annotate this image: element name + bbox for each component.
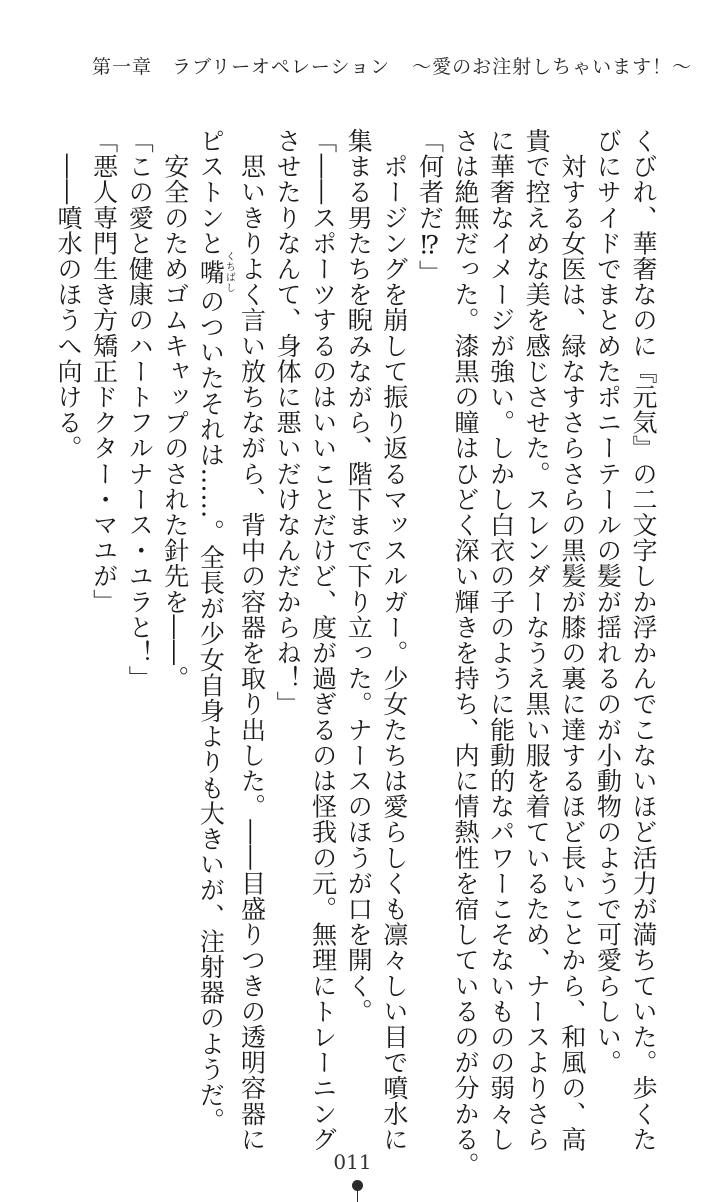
ruby-reading: くちばし (223, 251, 235, 294)
text-line: 対する女医は、緑なすさらさらの黒髪が膝の裏に達するほど長いことから、和風の、高 (557, 128, 587, 1152)
text-line: ポージングを崩して振り返るマッスルガー。少女たちは愛らしくも凛々しい目で噴水に (379, 128, 409, 1152)
folio-line-ornament (357, 1190, 358, 1202)
text-line: 「――スポーツするのはいいことだけど、度が過ぎるのは怪我の元。無理にトレーニング (308, 128, 338, 1152)
text-line: びにサイドでまとめたポニーテールの髪が揺れるのが小動物のようで可愛らしい。 (593, 128, 623, 1076)
ruby-annotation: 嘴くちばし (196, 251, 235, 294)
text-line: 安全のためゴムキャップのされた針先を――。 (160, 128, 190, 692)
text-line: させたりなんて、身体に悪いだけなんだからね！」 (273, 128, 303, 717)
text-line: ピストンと嘴くちばしのついたそれは……。全長が少女自身よりも大きいが、注射器のようだ。 (196, 128, 235, 1134)
page-number: 011 (333, 1150, 372, 1174)
text-line: さは絶無だった。漆黒の瞳はひどく深い輝きを持ち、内に情熱性を宿しているのが分かる。 (451, 128, 481, 1178)
text-line: ――噴水のほうへ向ける。 (54, 128, 83, 461)
text-line: 「何者だ⁉」 (415, 128, 445, 286)
chapter-subtitle: ～愛のお注射しちゃいます！～ (412, 56, 693, 78)
text-line: に華奢なイメージが強い。しかし白衣の子のように能動的なパワーこそないものの弱々し (486, 128, 516, 1152)
text-line: 「この愛と健康のハートフルナース・ユラと！」 (125, 128, 155, 692)
text-line: 思いきりよく言い放ちながら、背中の容器を取り出した。――目盛りつきの透明容器に (237, 128, 267, 1152)
chapter-title: 第一章 ラブリーオペレーション (92, 56, 391, 78)
text-line: くびれ、華奢なのに『元気』の二文字しか浮かんでこないほど活力が満ちていた。歩くた (629, 128, 658, 1152)
text-line: 「悪人専門生き方矯正ドクター・マユが」 (89, 128, 119, 615)
text-line: 貴で控えめな美を感じさせた。スレンダーなうえ黒い服を着ているため、ナースよりさら (522, 128, 552, 1152)
text-line: 集まる男たちを睨みながら、階下まで下り立った。ナースのほうが口を開く。 (344, 128, 374, 1024)
running-header (92, 52, 693, 88)
